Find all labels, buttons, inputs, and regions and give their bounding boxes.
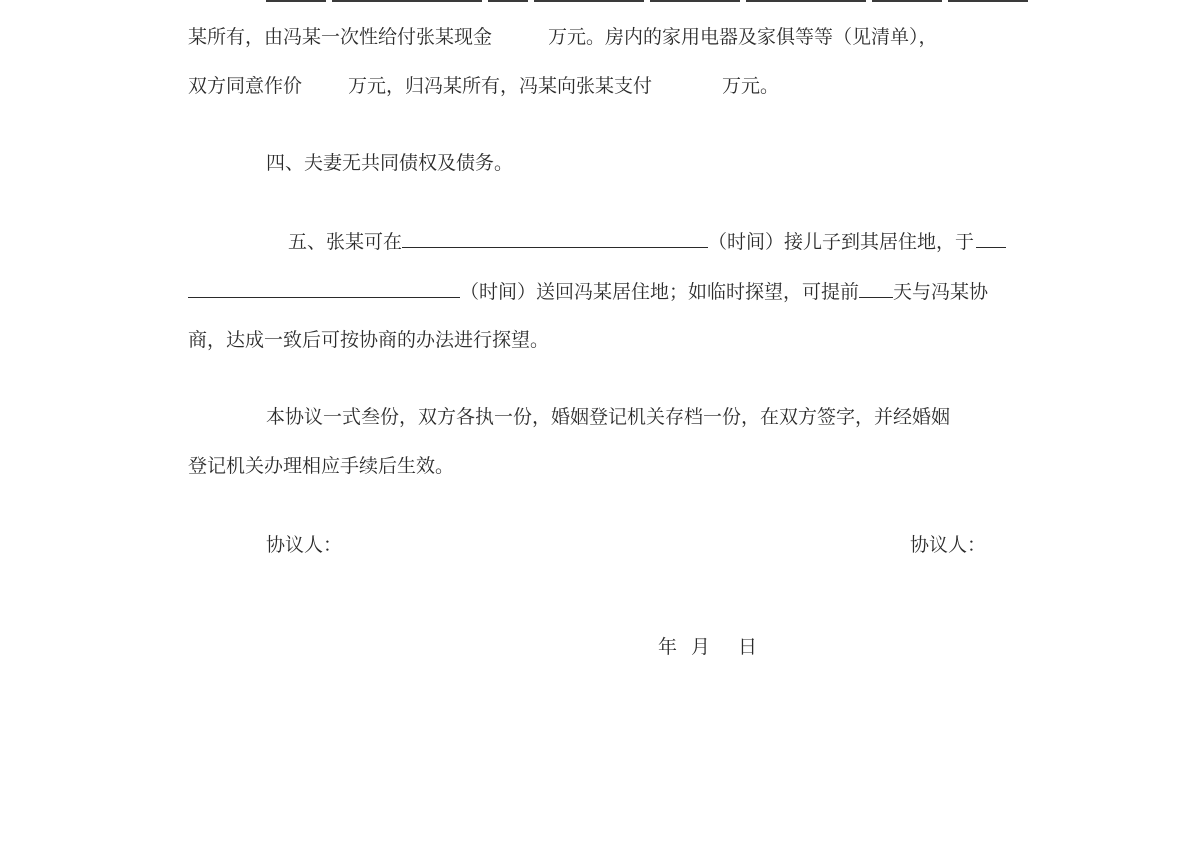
cutoff-text-fragment <box>188 0 1054 2</box>
clause4-text: 四、夫妻无共同债权及债务。 <box>266 152 514 174</box>
clause3-line2 <box>188 74 779 98</box>
clause5-line3 <box>188 328 549 352</box>
clause5-line1 <box>288 229 1006 254</box>
clause3-text-a: 某所有，由冯某一次性给付张某现金 <box>188 26 493 48</box>
clause5-line2 <box>188 279 988 304</box>
closing-line1 <box>266 405 950 429</box>
clause3-line1 <box>188 25 938 49</box>
closing-text-b: 登记机关办理相应手续后生效。 <box>188 455 455 477</box>
signature-left-label: 协议人： <box>266 534 343 556</box>
date-month: 月 <box>691 636 711 658</box>
signature-left <box>266 533 342 557</box>
closing-line2 <box>188 454 454 478</box>
clause5-text-c: （时间）送回冯某居住地；如临时探望，可提前 <box>460 281 860 303</box>
date-line <box>658 635 757 659</box>
clause3-text-b: 万元。房内的家用电器及家俱等等（见清单）， <box>548 26 938 48</box>
signature-right-label: 协议人： <box>910 534 987 556</box>
clause5-text-e: 商，达成一致后可按协商的办法进行探望。 <box>188 329 550 351</box>
clause3-text-d: 万元，归冯某所有，冯某向张某支付 <box>348 75 653 97</box>
clause5-text-b: （时间）接儿子到其居住地，于 <box>708 231 975 253</box>
time-blank-2-start <box>976 229 1006 248</box>
time-blank-2-end <box>188 279 460 298</box>
clause5-text-d: 天与冯某协 <box>893 281 989 303</box>
clause3-text-e: 万元。 <box>722 75 780 97</box>
clause3-text-c: 双方同意作价 <box>188 75 303 97</box>
closing-text-a: 本协议一式叁份，双方各执一份，婚姻登记机关存档一份，在双方签字，并经婚姻 <box>266 406 951 428</box>
signature-right <box>910 533 986 557</box>
days-blank <box>859 279 893 298</box>
date-year: 年 <box>658 636 678 658</box>
clause4-line <box>266 151 513 175</box>
clause5-text-a: 五、张某可在 <box>288 231 403 253</box>
date-day: 日 <box>738 636 758 658</box>
time-blank-1 <box>402 229 708 248</box>
